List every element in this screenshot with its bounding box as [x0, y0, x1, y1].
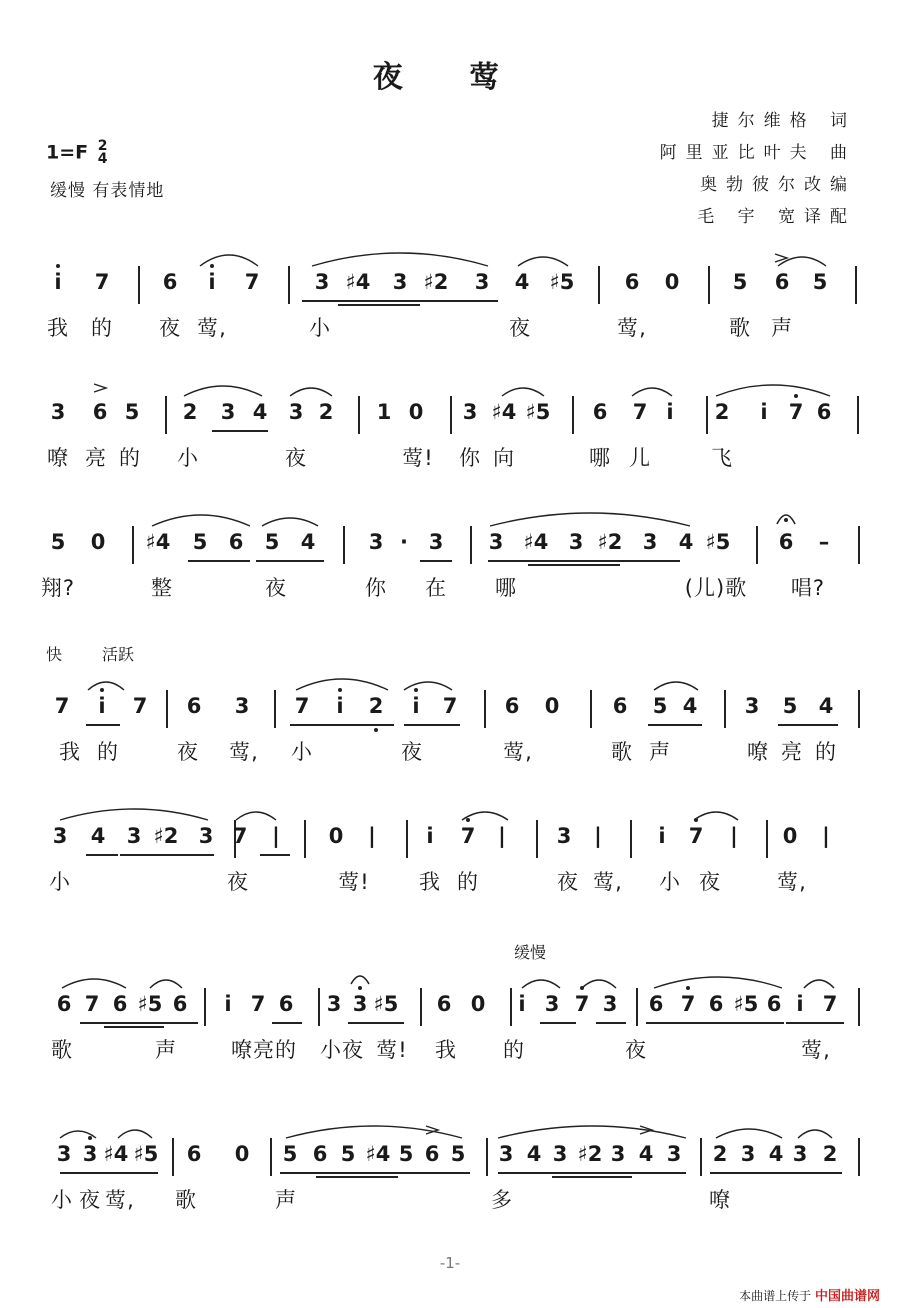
note: 3	[474, 270, 490, 294]
note: ♯5	[705, 530, 731, 554]
lyric-syllable: 莺,	[801, 1038, 831, 1062]
time-denominator: 4	[97, 151, 108, 167]
time-signature	[98, 140, 108, 166]
slur-layer	[0, 510, 900, 620]
tempo-marking: 缓慢 有表情地	[50, 181, 165, 201]
lyric-syllable: 歌	[175, 1188, 197, 1212]
note: ·	[400, 530, 408, 554]
lyric-syllable: 夜	[79, 1188, 101, 1212]
note: |	[730, 824, 738, 848]
note: 4	[638, 1142, 654, 1166]
note: 5	[398, 1142, 414, 1166]
slur	[60, 809, 208, 820]
note: ♯4	[145, 530, 171, 554]
score-system	[0, 250, 900, 360]
note: 5	[50, 530, 66, 554]
slur	[286, 1126, 462, 1138]
lyric-syllable: 莺!	[402, 446, 434, 470]
note: 7	[94, 270, 110, 294]
credit-arranger: 奥勃彼尔改编	[700, 175, 856, 195]
note: 2	[822, 1142, 838, 1166]
lyric-syllable: 我	[435, 1038, 457, 1062]
section-marking-slow: 缓慢	[514, 943, 547, 962]
slur-layer	[0, 804, 900, 914]
lyric-syllable: 小	[49, 870, 71, 894]
section-marking-lively: 活跃	[102, 645, 135, 664]
lyric-syllable: 嘹	[47, 446, 69, 470]
note: 6	[312, 1142, 328, 1166]
slur	[60, 1131, 96, 1138]
lyric-syllable: 的	[815, 740, 837, 764]
score-system	[0, 380, 900, 490]
note: ♯5	[525, 400, 551, 424]
lyric-syllable: 小	[291, 740, 313, 764]
lyric-syllable: 向	[493, 446, 515, 470]
note: 6	[424, 1142, 440, 1166]
slur	[798, 1130, 832, 1138]
note: 5	[782, 694, 798, 718]
note: 0	[544, 694, 560, 718]
note: i	[666, 400, 674, 424]
note: ♯2	[597, 530, 623, 554]
slur	[88, 682, 124, 690]
lyric-syllable: 你	[459, 446, 481, 470]
note: 5	[812, 270, 828, 294]
note: 7	[460, 824, 476, 848]
note: ♯5	[549, 270, 575, 294]
slur	[290, 388, 332, 396]
note: i	[658, 824, 666, 848]
note: 4	[300, 530, 316, 554]
note: ♯5	[133, 1142, 159, 1166]
slur	[200, 255, 258, 266]
slur	[522, 980, 560, 988]
slur	[582, 980, 616, 988]
note: ♯4	[523, 530, 549, 554]
lyric-syllable: 夜	[625, 1038, 647, 1062]
slur	[118, 1130, 152, 1138]
note: |	[368, 824, 376, 848]
slur	[804, 980, 834, 988]
note: 2	[318, 400, 334, 424]
note: |	[272, 824, 280, 848]
lyric-syllable: 你	[365, 576, 387, 600]
note: 3	[610, 1142, 626, 1166]
note: 5	[282, 1142, 298, 1166]
lyric-syllable: 声	[771, 316, 793, 340]
note: 6	[504, 694, 520, 718]
note: 6	[774, 270, 790, 294]
note: 2	[368, 694, 384, 718]
note: 0	[782, 824, 798, 848]
lyric-syllable: 整	[151, 576, 173, 600]
lyric-syllable: 声	[649, 740, 671, 764]
note: 6	[56, 992, 72, 1016]
slur	[296, 679, 388, 690]
note: i	[412, 694, 420, 718]
lyric-syllable: (儿)歌	[684, 576, 748, 600]
note: 6	[436, 992, 452, 1016]
note: 6	[92, 400, 108, 424]
lyric-syllable: 夜	[699, 870, 721, 894]
note: 3	[552, 1142, 568, 1166]
note: 3	[234, 694, 250, 718]
note: 3	[462, 400, 478, 424]
note: 3	[368, 530, 384, 554]
note: ♯4	[345, 270, 371, 294]
lyric-syllable: 在	[425, 576, 447, 600]
accent-mark	[94, 384, 106, 392]
note: 3	[568, 530, 584, 554]
note: ♯4	[365, 1142, 391, 1166]
note: 0	[234, 1142, 250, 1166]
note: 3	[556, 824, 572, 848]
lyric-syllable: 翔?	[40, 576, 76, 600]
lyric-syllable: 声	[155, 1038, 177, 1062]
note: 7	[132, 694, 148, 718]
slur	[518, 257, 568, 266]
note: 5	[124, 400, 140, 424]
note: 3	[50, 400, 66, 424]
slur	[404, 682, 452, 690]
note: ♯2	[423, 270, 449, 294]
note: 3	[602, 992, 618, 1016]
lyric-syllable: 哪	[589, 446, 611, 470]
slur	[694, 812, 738, 820]
note: 7	[294, 694, 310, 718]
note: ♯4	[491, 400, 517, 424]
note: 7	[680, 992, 696, 1016]
note: –	[818, 530, 830, 554]
score-system	[0, 972, 900, 1082]
lyric-syllable: 的	[97, 740, 119, 764]
note: 6	[624, 270, 640, 294]
note: 2	[712, 1142, 728, 1166]
note: 7	[84, 992, 100, 1016]
lyric-syllable: 我	[59, 740, 81, 764]
slur-layer	[0, 250, 900, 360]
lyric-syllable: 我	[419, 870, 441, 894]
lyric-syllable: 歌	[611, 740, 633, 764]
lyric-syllable: 多	[491, 1188, 513, 1212]
lyric-syllable: 嘹	[747, 740, 769, 764]
note: 7	[788, 400, 804, 424]
note: 7	[688, 824, 704, 848]
note: 5	[340, 1142, 356, 1166]
credit-translator: 毛 宇 宽译配	[697, 207, 856, 227]
lyric-syllable: 声	[275, 1188, 297, 1212]
note: 4	[768, 1142, 784, 1166]
lyric-syllable: 小夜	[320, 1038, 364, 1062]
fermata	[351, 976, 369, 984]
slur-layer	[0, 972, 900, 1082]
note: |	[498, 824, 506, 848]
slur	[632, 388, 672, 396]
note: i	[224, 992, 232, 1016]
note: 3	[392, 270, 408, 294]
lyric-syllable: 夜	[401, 740, 423, 764]
slur	[498, 1126, 686, 1138]
lyric-syllable: 的	[457, 870, 479, 894]
note: i	[98, 694, 106, 718]
note: 0	[408, 400, 424, 424]
note: i	[796, 992, 804, 1016]
note: 0	[664, 270, 680, 294]
score-system	[0, 804, 900, 914]
note: 6	[172, 992, 188, 1016]
song-title: 夜 莺	[372, 60, 528, 95]
note: 0	[328, 824, 344, 848]
note: 7	[632, 400, 648, 424]
lyric-syllable: 小	[177, 446, 199, 470]
note: 4	[682, 694, 698, 718]
lyric-syllable: 的	[91, 316, 113, 340]
lyric-syllable: 夜	[509, 316, 531, 340]
note: 6	[186, 694, 202, 718]
note: 6	[648, 992, 664, 1016]
slur	[152, 515, 250, 526]
note: 3	[314, 270, 330, 294]
note: 3	[642, 530, 658, 554]
footer-prefix: 本曲谱上传于	[739, 1289, 812, 1303]
note: 7	[574, 992, 590, 1016]
lyric-syllable: 莺!	[376, 1038, 408, 1062]
lyric-syllable: 唱?	[790, 576, 826, 600]
note: 0	[470, 992, 486, 1016]
note: 2	[182, 400, 198, 424]
lyric-syllable: 亮	[781, 740, 803, 764]
note: 7	[250, 992, 266, 1016]
lyric-syllable: 歌	[729, 316, 751, 340]
note: 5	[652, 694, 668, 718]
slur-layer	[0, 1122, 900, 1232]
note: 6	[228, 530, 244, 554]
lyric-syllable: 的	[119, 446, 141, 470]
note: i	[54, 270, 62, 294]
footer-site: 中国曲谱网	[814, 1289, 880, 1304]
note: 6	[278, 992, 294, 1016]
slur	[654, 977, 782, 988]
note: 3	[488, 530, 504, 554]
note: i	[518, 992, 526, 1016]
note: 6	[162, 270, 178, 294]
note: i	[208, 270, 216, 294]
note: |	[822, 824, 830, 848]
note: 6	[816, 400, 832, 424]
note: 0	[90, 530, 106, 554]
slur	[262, 518, 318, 526]
note: ♯2	[577, 1142, 603, 1166]
lyric-syllable: 夜	[557, 870, 579, 894]
note: 4	[678, 530, 694, 554]
note: 2	[714, 400, 730, 424]
lyric-syllable: 莺,	[777, 870, 807, 894]
note: 3	[352, 992, 368, 1016]
time-numerator: 2	[97, 138, 108, 154]
note: 3	[126, 824, 142, 848]
note: 4	[514, 270, 530, 294]
note: 4	[526, 1142, 542, 1166]
lyric-syllable: 莺,	[503, 740, 533, 764]
note: 6	[766, 992, 782, 1016]
lyric-syllable: 莺,	[593, 870, 623, 894]
note: i	[336, 694, 344, 718]
note: 3	[52, 824, 68, 848]
note: ♯5	[373, 992, 399, 1016]
score-system	[0, 674, 900, 784]
note: 3	[198, 824, 214, 848]
score-system	[0, 510, 900, 620]
slur-layer	[0, 674, 900, 784]
slur	[502, 388, 544, 396]
note: 3	[544, 992, 560, 1016]
note: 7	[822, 992, 838, 1016]
note: ♯5	[733, 992, 759, 1016]
slur	[654, 682, 698, 690]
note: 7	[442, 694, 458, 718]
note: i	[426, 824, 434, 848]
note: 3	[56, 1142, 72, 1166]
note: 5	[450, 1142, 466, 1166]
note: ♯4	[103, 1142, 129, 1166]
credit-composer: 阿里亚比叶夫 曲	[659, 143, 856, 163]
note: 5	[732, 270, 748, 294]
note: 7	[54, 694, 70, 718]
lyric-syllable: 莺,	[105, 1188, 135, 1212]
slur	[236, 812, 276, 820]
note: 3	[666, 1142, 682, 1166]
note: 3	[326, 992, 342, 1016]
note: ♯5	[137, 992, 163, 1016]
key-signature	[46, 140, 108, 166]
slur	[716, 385, 830, 396]
note: 6	[592, 400, 608, 424]
lyric-syllable: 的	[503, 1038, 525, 1062]
footer	[739, 1285, 880, 1304]
lyric-syllable: 嘹亮的	[231, 1038, 297, 1062]
lyric-syllable: 小	[51, 1188, 73, 1212]
note: 7	[232, 824, 248, 848]
note: 3	[744, 694, 760, 718]
note: 6	[778, 530, 794, 554]
note: 3	[82, 1142, 98, 1166]
lyric-syllable: 夜	[265, 576, 287, 600]
note: 3	[220, 400, 236, 424]
note: 4	[90, 824, 106, 848]
note: 3	[288, 400, 304, 424]
slur	[462, 812, 508, 820]
lyric-syllable: 嘹	[709, 1188, 731, 1212]
note: 6	[708, 992, 724, 1016]
note: 4	[818, 694, 834, 718]
lyric-syllable: 夜	[159, 316, 181, 340]
note: 3	[498, 1142, 514, 1166]
note: 7	[244, 270, 260, 294]
note: i	[760, 400, 768, 424]
slur	[716, 1129, 782, 1138]
note: 3	[792, 1142, 808, 1166]
key-label: 1=F	[46, 141, 89, 164]
lyric-syllable: 莺,	[229, 740, 259, 764]
note: 3	[428, 530, 444, 554]
note: 6	[612, 694, 628, 718]
lyric-syllable: 莺!	[338, 870, 370, 894]
note: 5	[192, 530, 208, 554]
slur	[150, 980, 182, 988]
lyric-syllable: 夜	[177, 740, 199, 764]
lyric-syllable: 亮	[85, 446, 107, 470]
lyric-syllable: 夜	[227, 870, 249, 894]
slur-layer	[0, 380, 900, 490]
slur	[62, 979, 126, 988]
lyric-syllable: 夜	[285, 446, 307, 470]
note: 5	[264, 530, 280, 554]
page-number: -1-	[439, 1254, 461, 1272]
lyric-syllable: 儿	[629, 446, 651, 470]
lyric-syllable: 小	[309, 316, 331, 340]
note: 6	[112, 992, 128, 1016]
lyric-syllable: 小	[659, 870, 681, 894]
lyric-syllable: 飞	[711, 446, 733, 470]
fermata-dot	[784, 518, 788, 522]
note: 6	[186, 1142, 202, 1166]
lyric-syllable: 歌	[51, 1038, 73, 1062]
slur	[490, 513, 690, 526]
slur	[184, 386, 262, 396]
score-system	[0, 1122, 900, 1232]
note: 4	[252, 400, 268, 424]
section-marking-fast: 快	[46, 645, 63, 664]
note: 1	[376, 400, 392, 424]
lyric-syllable: 我	[47, 316, 69, 340]
note: |	[594, 824, 602, 848]
lyric-syllable: 莺,	[197, 316, 227, 340]
lyric-syllable: 莺,	[617, 316, 647, 340]
note: ♯2	[153, 824, 179, 848]
slur	[312, 253, 488, 266]
credit-lyricist: 捷尔维格 词	[711, 111, 856, 131]
note: 3	[740, 1142, 756, 1166]
lyric-syllable: 哪	[495, 576, 517, 600]
